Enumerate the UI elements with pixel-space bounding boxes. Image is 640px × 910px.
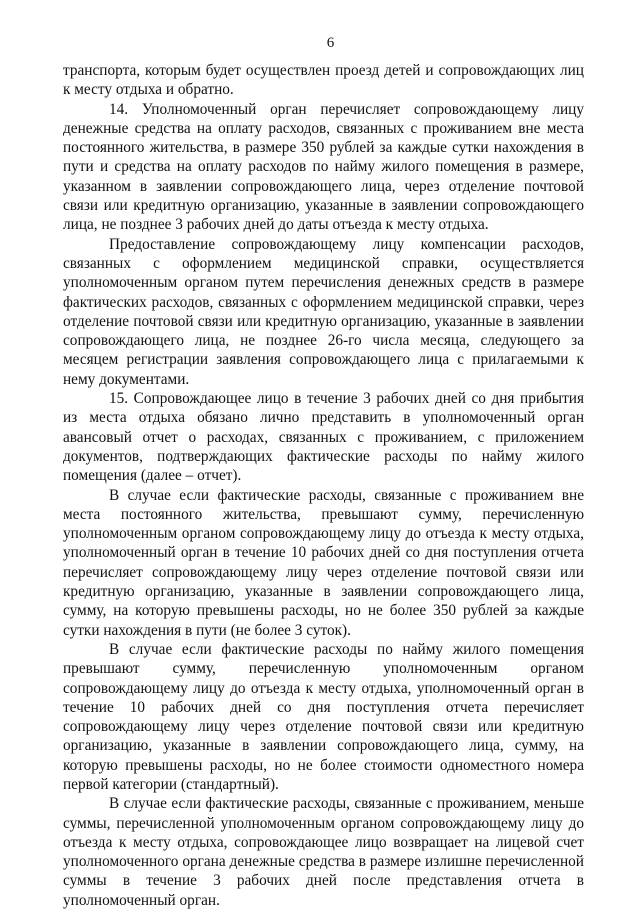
paragraph-excess-housing-expenses: В случае если фактические расходы по найму жилого помещения превышают сумму, перечисленную уполномоченным органом сопровождающему лицу до отъезда к месту отдыха, уполномоченный орган в течение 10 рабочих дней со дня поступления отчета перечисляет сопровождающему лицу через отделение почтовой связи или кредитную организацию, указанные в заявлении сопровождающего лица, сумму, на которую превышены расходы, но не более стоимости одноместного номера первой категории (стандартный). (63, 640, 584, 793)
paragraph-continuation: транспорта, которым будет осуществлен проезд детей и сопровождающих лиц к месту отдыха и обратно. (63, 62, 584, 99)
document-body (63, 61, 584, 910)
paragraph-refund: В случае если фактические расходы, связанные с проживанием, меньше суммы, перечисленной уполномоченным органом сопровождающему лицу до отъезда к месту отдыха, сопровождающее лицо возвращает на лицевой счет уполномоченного органа денежные средства в размере излишне перечисленной суммы в течение 3 рабочих дней после представления отчета в уполномоченный орган. (63, 795, 584, 909)
page-number: 6 (326, 35, 335, 51)
paragraph-excess-living-expenses: В случае если фактические расходы, связанные с проживанием вне места постоянного жительства, превышают сумму, перечисленную уполномоченным органом сопровождающему лицу до отъезда к месту отдыха, уполномоченный орган в течение 10 рабочих дней со дня поступления отчета перечисляет сопровождающему лицу через отделение почтовой связи или кредитную организацию, указанные в заявлении сопровождающего лица, сумму, на которую превышены расходы, но не более 350 рублей за каждые сутки нахождения в пути (не более 3 суток). (63, 486, 584, 639)
paragraph-item-14: 14. Уполномоченный орган перечисляет сопровождающему лицу денежные средства на оплату расходов, связанных с проживанием вне места постоянного жительства, в размере 350 рублей за каждые сутки нахождения в пути и средства на оплату расходов по найму жилого помещения в размере, указанном в заявлении сопровождающего лица, через отделение почтовой связи или кредитную организацию, указанные в заявлении сопровождающего лица, не позднее 3 рабочих дней до даты отъезда к месту отдыха. (63, 100, 584, 234)
paragraph-medical-compensation: Предоставление сопровождающему лицу компенсации расходов, связанных с оформлением медицинской справки, осуществляется уполномоченным органом путем перечисления денежных средств в размере фактических расходов, связанных с оформлением медицинской справки, через отделение почтовой связи или кредитную организацию, указанные в заявлении сопровождающего лица, не позднее 26-го числа месяца, следующего за месяцем регистрации заявления сопровождающего лица с прилагаемыми к нему документами. (63, 235, 584, 388)
paragraph-item-15: 15. Сопровождающее лицо в течение 3 рабочих дней со дня прибытия из места отдыха обязано лично представить в уполномоченный орган авансовый отчет о расходах, связанных с проживанием, с приложением документов, подтверждающих фактические расходы по найму жилого помещения (далее – отчет). (63, 390, 584, 485)
